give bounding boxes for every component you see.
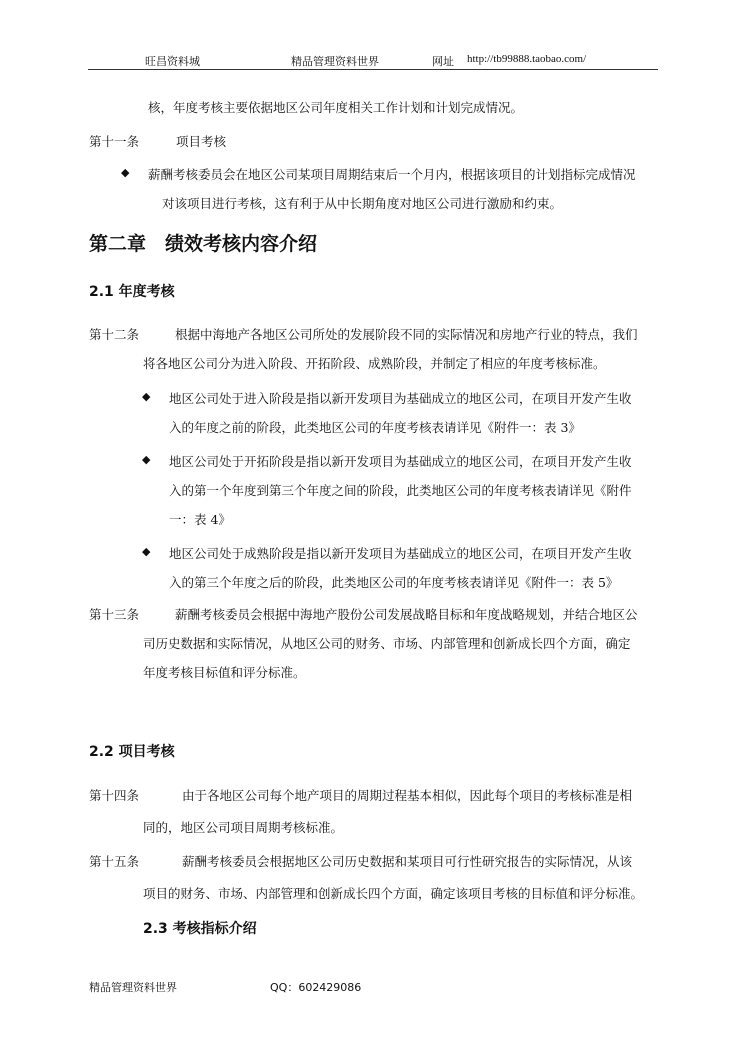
paragraph-line: 司历史数据和实际情况，从地区公司的财务、市场、内部管理和创新成长四个方面，确定 bbox=[143, 636, 631, 651]
bullet-text: 入的年度之前的阶段，此类地区公司的年度考核表请详见《附件一：表 3》 bbox=[169, 420, 581, 435]
article-number: 第十五条 bbox=[89, 854, 140, 869]
bullet-text: 入的第三个年度之后的阶段，此类地区公司的年度考核表请详见《附件一：表 5》 bbox=[169, 575, 619, 590]
header-divider bbox=[88, 69, 658, 70]
article-title: 项目考核 bbox=[176, 134, 227, 149]
header-center-title: 精品管理资料世界 bbox=[291, 55, 379, 68]
bullet-text: 对该项目进行考核，这有利于从中长期角度对地区公司进行激励和约束。 bbox=[162, 196, 563, 211]
section-heading: 2.2 项目考核 bbox=[89, 744, 175, 760]
paragraph-line: 将各地区公司分为进入阶段、开拓阶段、成熟阶段，并制定了相应的年度考核标准。 bbox=[143, 356, 606, 371]
footer-qq: QQ：602429086 bbox=[270, 981, 362, 994]
article-number: 第十三条 bbox=[89, 607, 140, 622]
section-heading: 2.1 年度考核 bbox=[89, 284, 175, 300]
header-site-name: 旺昌资料城 bbox=[145, 55, 200, 68]
section-heading: 2.3 考核指标介绍 bbox=[143, 921, 257, 937]
paragraph-line: 同的，地区公司项目周期考核标准。 bbox=[143, 820, 344, 835]
article-number: 第十一条 bbox=[89, 134, 140, 149]
paragraph-line: 年度考核目标值和评分标准。 bbox=[143, 665, 306, 680]
bullet-diamond-icon: ◆ bbox=[142, 545, 151, 558]
paragraph-line: 薪酬考核委员会根据地区公司历史数据和某项目可行性研究报告的实际情况，从该 bbox=[182, 854, 633, 869]
bullet-text: 地区公司处于开拓阶段是指以新开发项目为基础成立的地区公司，在项目开发产生收 bbox=[169, 454, 632, 469]
bullet-diamond-icon: ◆ bbox=[142, 390, 151, 403]
bullet-diamond-icon: ◆ bbox=[121, 166, 130, 179]
footer-title: 精品管理资料世界 bbox=[89, 981, 177, 994]
bullet-text: 地区公司处于进入阶段是指以新开发项目为基础成立的地区公司，在项目开发产生收 bbox=[169, 391, 632, 406]
paragraph-line: 核，年度考核主要依据地区公司年度相关工作计划和计划完成情况。 bbox=[148, 100, 524, 115]
header-url-label: 网址 bbox=[432, 55, 454, 68]
paragraph-line: 项目的财务、市场、内部管理和创新成长四个方面，确定该项目考核的目标值和评分标准。 bbox=[143, 886, 644, 901]
bullet-text: 一：表 4》 bbox=[169, 512, 231, 527]
bullet-diamond-icon: ◆ bbox=[142, 453, 151, 466]
bullet-text: 入的第一个年度到第三个年度之间的阶段，此类地区公司的年度考核表请详见《附件 bbox=[169, 483, 632, 498]
bullet-text: 薪酬考核委员会在地区公司某项目周期结束后一个月内，根据该项目的计划指标完成情况 bbox=[148, 167, 636, 182]
article-number: 第十二条 bbox=[89, 327, 140, 342]
paragraph-line: 由于各地区公司每个地产项目的周期过程基本相似，因此每个项目的考核标准是相 bbox=[182, 788, 633, 803]
chapter-heading: 第二章 绩效考核内容介绍 bbox=[89, 233, 318, 255]
paragraph-line: 薪酬考核委员会根据中海地产股份公司发展战略目标和年度战略规划，并结合地区公 bbox=[175, 607, 638, 622]
bullet-text: 地区公司处于成熟阶段是指以新开发项目为基础成立的地区公司，在项目开发产生收 bbox=[169, 546, 632, 561]
paragraph-line: 根据中海地产各地区公司所处的发展阶段不同的实际情况和房地产行业的特点，我们 bbox=[175, 327, 638, 342]
article-number: 第十四条 bbox=[89, 788, 140, 803]
header-url-link[interactable]: http://tb99888.taobao.com/ bbox=[467, 53, 587, 65]
